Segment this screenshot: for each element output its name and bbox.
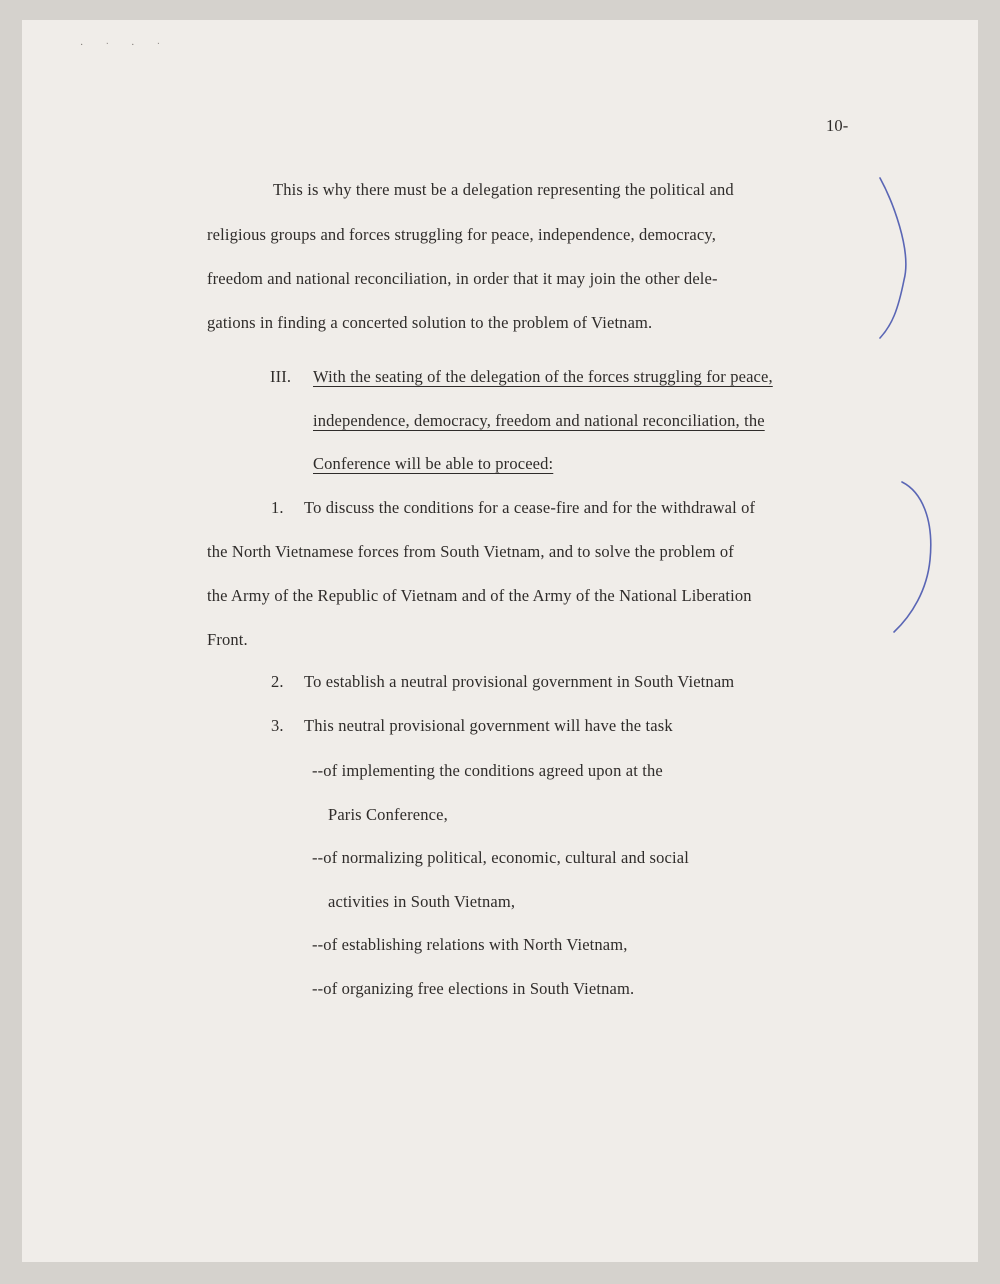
task-4-line-1: --of organizing free elections in South Vietnam.	[312, 979, 635, 998]
item-1-line-3: the Army of the Republic of Vietnam and of the Army of the National Liberation	[207, 586, 752, 605]
margin-marks	[22, 20, 978, 1262]
corner-marks: · ˑ · ˑ	[80, 40, 170, 51]
task-2-line-2: activities in South Vietnam,	[328, 892, 516, 911]
document-page	[22, 20, 978, 1262]
page-number: 10-	[826, 116, 849, 135]
item-3-text: This neutral provisional government will have the task	[304, 716, 673, 735]
section-iii-line-3: Conference will be able to proceed:	[313, 454, 554, 473]
section-iii-line-1: With the seating of the delegation of the forces struggling for peace,	[313, 367, 773, 386]
item-2-text: To establish a neutral provisional government in South Vietnam	[304, 672, 735, 691]
item-3-number: 3.	[271, 716, 284, 735]
item-2-number: 2.	[271, 672, 284, 691]
item-1-line-4: Front.	[207, 630, 248, 649]
section-iii-numeral: III.	[270, 367, 292, 386]
task-2-line-1: --of normalizing political, economic, cultural and social	[312, 848, 689, 867]
intro-line-3: freedom and national reconciliation, in order that it may join the other dele-	[207, 269, 718, 288]
task-1-line-1: --of implementing the conditions agreed upon at the	[312, 761, 663, 780]
item-1-number: 1.	[271, 498, 284, 517]
intro-line-4: gations in finding a concerted solution to the problem of Vietnam.	[207, 313, 653, 332]
item-1-line-1: To discuss the conditions for a cease-fire and for the withdrawal of	[304, 498, 756, 517]
task-3-line-1: --of establishing relations with North Vietnam,	[312, 935, 628, 954]
task-1-line-2: Paris Conference,	[328, 805, 448, 824]
margin-bracket-1	[880, 178, 906, 338]
margin-bracket-2	[894, 482, 931, 632]
item-1-line-2: the North Vietnamese forces from South Vietnam, and to solve the problem of	[207, 542, 734, 561]
intro-line-1: This is why there must be a delegation representing the political and	[273, 180, 734, 199]
intro-line-2: religious groups and forces struggling for peace, independence, democracy,	[207, 225, 716, 244]
section-iii-line-2: independence, democracy, freedom and national reconciliation, the	[313, 411, 765, 430]
